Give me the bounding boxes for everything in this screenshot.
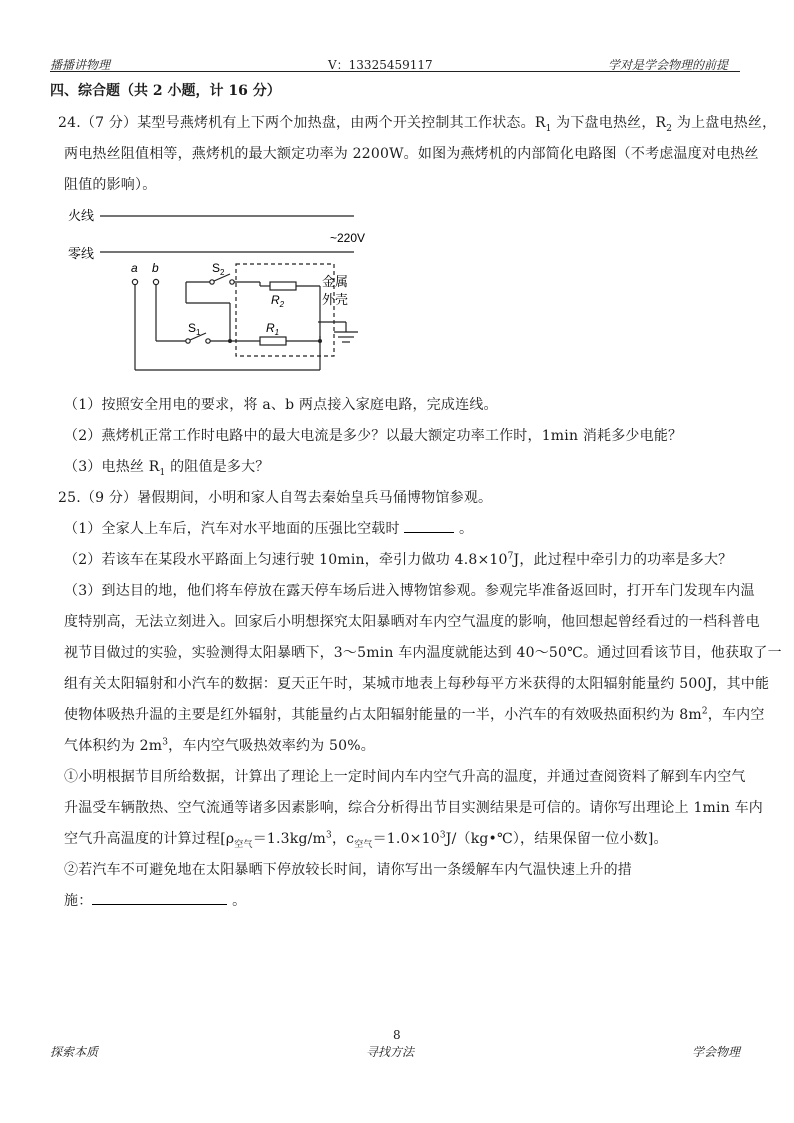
q25-intro: 25.（9 分）暑假期间，小明和家人自驾去秦始皇兵马俑博物馆参观。 (58, 490, 493, 506)
circuit-diagram (60, 200, 390, 380)
section-title: 四、综合题（共 2 小题，计 16 分） (50, 83, 281, 99)
footer-right: 学会物理 (692, 1045, 741, 1059)
q25-part-3-line-1: （3）到达目的地，他们将车停放在露天停车场后进入博物馆参观。参观完毕准备返回时，打开车门发现车内温 (64, 583, 755, 599)
page-number: 8 (393, 1028, 401, 1042)
q25-part-3-line-5: 使物体吸热升温的主要是红外辐射，其能量约占太阳辐射能量的一半，小汽车的有效吸热面积约为 $8m^2$，车内空 (64, 706, 765, 723)
q24-part-3: （3）电热丝 $R_1$ 的阻值是多大？ (64, 459, 270, 478)
q25-item-1-line-2: 升温受车辆散热、空气流通等诸多因素影响，综合分析得出节目实测结果是可信的。请你写出理论上 1min 车内 (64, 800, 763, 816)
footer-left: 探索本质 (50, 1045, 99, 1059)
voltage-label: ~220V (330, 231, 366, 245)
header-left: 播播讲物理 (50, 58, 111, 72)
q25-part-3-line-2: 度特别高，无法立刻进入。回家后小明想探究太阳暴晒对车内空气温度的影响，他回想起曾经看过的一档科普电 (64, 614, 760, 630)
neutral-wire-label: 零线 (68, 246, 95, 261)
q25-item-2-line-2: 施： 。 (64, 890, 246, 910)
q24-part-2: （2）燕烤机正常工作时电路中的最大电流是多少？以最大额定功率工作时，1min 消耗多少电能？ (64, 428, 683, 444)
q25-part-2: （2）若该车在某段水平路面上匀速行驶 10min，牵引力做功 $4.8\times 10^7J$，此过程中牵引力的功率是多大？ (64, 551, 733, 568)
q25-part-3-line-6: 气体积约为 $2m^3$，车内空气吸热效率约为 50%。 (64, 737, 375, 754)
switch-s1-label: $S_1$ (188, 321, 201, 337)
resistor-r1-label: $R_1$ (266, 321, 280, 337)
q24-line-1: 24.（7 分）某型号燕烤机有上下两个加热盘，由两个开关控制其工作状态。$R_1$ 为下盘电热丝，$R_2$ 为上盘电热丝， (58, 115, 777, 134)
q25-part-3-line-4: 组有关太阳辐射和小汽车的数据：夏天正午时，某城市地表上每秒每平方米获得的太阳辐射能量约 500J，其中能 (64, 676, 770, 692)
q24-line-3: 阻值的影响）。 (64, 177, 157, 193)
terminal-b-label: b (152, 261, 159, 275)
header-contact: V：13325459117 (328, 58, 433, 72)
q24-line-2: 两电热丝阻值相等，燕烤机的最大额定功率为 2200W。如图为燕烤机的内部简化电路图（不考虑温度对电热丝 (64, 146, 759, 162)
terminal-a-label: a (131, 261, 138, 275)
header-rule (50, 71, 740, 72)
switch-s2-label: $S_2$ (212, 261, 225, 277)
header-right: 学对是学会物理的前提 (608, 58, 729, 72)
q24-part-1: （1）按照安全用电的要求，将 a、b 两点接入家庭电路，完成连线。 (64, 397, 498, 413)
q25-part-1: （1）全家人上车后，汽车对水平地面的压强比空载时 。 (64, 518, 473, 538)
metal-case-label-1: 金属 (322, 274, 349, 289)
q25-item-2-line-1: ②若汽车不可避免地在太阳暴晒下停放较长时间，请你写出一条缓解车内气温快速上升的措 (64, 862, 632, 878)
footer-center: 寻找方法 (366, 1045, 415, 1059)
live-wire-label: 火线 (68, 208, 95, 223)
answer-blank-1[interactable] (404, 518, 454, 533)
q25-part-3-line-3: 视节目做过的实验，实验测得太阳暴晒下，3～5min 车内温度就能达到 40～50℃。通过回看该节目，他获取了一 (64, 645, 782, 661)
answer-blank-2[interactable] (92, 890, 227, 905)
q25-item-1-line-1: ①小明根据节目所给数据，计算出了理论上一定时间内车内空气升高的温度，并通过查阅资料了解到车内空气 (64, 769, 746, 785)
metal-case-label-2: 外壳 (322, 292, 349, 307)
resistor-r2-label: $R_2$ (271, 293, 285, 309)
q25-item-1-line-3: 空气升高温度的计算过程[$\rho_{空气}=1.3kg/m^3$，$c_{空气}=1.0\times 10^3J/(kg•℃)$，结果保留一位小数]。 (64, 830, 668, 850)
